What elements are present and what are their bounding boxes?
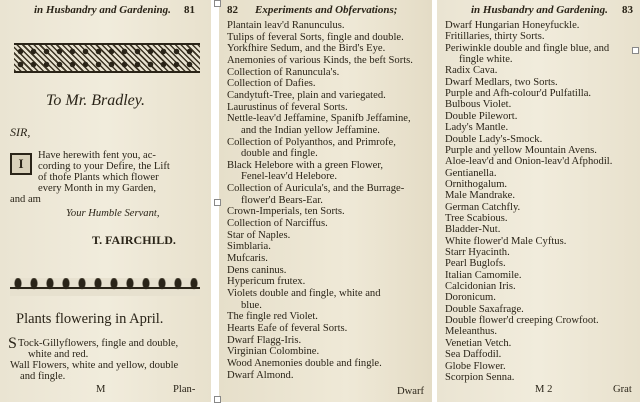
list-line: Collection of Auricula's, and the Burrage- — [227, 183, 405, 195]
signature-mark: M — [96, 384, 106, 395]
list-line: Tulips of feveral Sorts, fingle and double. — [227, 31, 404, 43]
list-line: and the Indian yellow Jeffamine. — [241, 124, 380, 136]
page-82 — [219, 0, 432, 402]
list-line: fingle white. — [459, 54, 513, 66]
list-line: Doronicum. — [445, 292, 496, 304]
list-line: Dwarf Medlars, two Sorts. — [445, 76, 558, 88]
list-line: Calcidonian Iris. — [445, 281, 516, 293]
list-line: Double Saxafrage. — [445, 303, 524, 315]
list-line: Nettle-leav'd Jeffamine, Spanifb Jeffamine, — [227, 113, 411, 125]
list-line: Anemonies of various Kinds, the beft Sorts. — [227, 54, 413, 66]
list-line: Bulbous Violet. — [445, 99, 512, 111]
tailpiece-ornament — [10, 278, 200, 296]
list-line: Gentianella. — [445, 167, 497, 179]
catchword: Dwarf — [397, 386, 425, 397]
list-item: and fingle. — [20, 371, 66, 382]
list-line: Meleanthus. — [445, 326, 498, 338]
list-line: Purple and yellow Mountain Avens. — [445, 144, 597, 156]
list-line: Double Lady's-Smock. — [445, 133, 543, 145]
initial-s: S — [8, 335, 17, 352]
catchword: Grat — [613, 384, 632, 395]
list-line: Scorpion Senna. — [445, 371, 515, 383]
body-line: and am — [10, 194, 41, 205]
list-line: Virginian Colombine. — [227, 346, 320, 358]
list-line: Aloe-leav'd and Onion-leav'd Afphodil. — [445, 156, 613, 168]
catchword: Plan- — [173, 384, 196, 395]
list-line: Starr Hyacinth. — [445, 247, 510, 258]
signature-mark: M 2 — [535, 384, 553, 395]
page-number: 82 — [227, 4, 238, 16]
list-line: Lady's Mantle. — [445, 122, 509, 134]
running-header: in Husbandry and Gardening. — [34, 4, 171, 16]
selection-handle[interactable] — [214, 199, 221, 206]
list-item: white and red. — [28, 349, 89, 360]
list-line: Tree Scabious. — [445, 212, 508, 224]
body-line: every Month in my Garden, — [38, 183, 156, 194]
list-line: Pearl Buglofs. — [445, 258, 506, 270]
list-line: Simblaria. — [227, 241, 271, 253]
selection-handle[interactable] — [632, 47, 639, 54]
list-line: blue. — [241, 299, 262, 311]
list-line: Violets double and fingle, white and — [227, 287, 381, 299]
list-line: Collection of Dafies. — [227, 78, 316, 90]
list-line: double and fingle. — [241, 148, 318, 160]
list-line: Hypericum frutex. — [227, 276, 306, 288]
list-line: White flower'd Male Cyftus. — [445, 235, 567, 247]
list-line: Male Mandrake. — [445, 190, 516, 202]
list-line: Globe Flower. — [445, 360, 506, 372]
body-line: Have herewith fent you, ac- — [38, 150, 156, 161]
running-header: Experiments and Obfervations; — [255, 4, 398, 16]
sir-greeting: SIR, — [10, 125, 31, 139]
list-line: Dwarf Hungarian Honeyfuckle. — [445, 20, 580, 31]
list-line: Crown-Imperials, ten Sorts. — [227, 206, 345, 218]
list-line: Collection of Narciffus. — [227, 218, 328, 230]
list-item: Wall Flowers, white and yellow, double — [10, 360, 179, 371]
list-line: Black Helebore with a green Flower, — [227, 159, 384, 171]
list-line: Candytuft-Tree, plain and variegated. — [227, 89, 386, 101]
page-81 — [0, 0, 211, 402]
drop-cap: I — [10, 153, 32, 175]
salutation: To Mr. Bradley. — [46, 92, 145, 109]
list-line: Wood Anemonies double and fingle. — [227, 357, 382, 369]
list-line: Collection of Polyanthos, and Primrofe, — [227, 136, 396, 148]
list-line: Hearts Eafe of feveral Sorts. — [227, 322, 348, 334]
list-line: Plantain leav'd Ranunculus. — [227, 20, 345, 31]
list-line: Purple and Afh-colour'd Pulfatilla. — [445, 88, 592, 100]
list-line: Dens caninus. — [227, 264, 287, 276]
section-title: Plants flowering in April. — [16, 311, 164, 327]
list-line: Mufcaris. — [227, 253, 268, 264]
closing: Your Humble Servant, — [66, 208, 160, 219]
selection-handle[interactable] — [214, 0, 221, 7]
list-line: Double flower'd creeping Crowfoot. — [445, 315, 599, 327]
list-line: Radix Cava. — [445, 65, 498, 77]
list-line: Collection of Ranuncula's. — [227, 66, 340, 78]
list-line: The fingle red Violet. — [227, 311, 318, 323]
list-line: Yorkfhire Sedum, and the Bird's Eye. — [227, 43, 386, 55]
list-line: Sea Daffodil. — [445, 349, 502, 361]
list-line: Ornithogalum. — [445, 178, 508, 190]
list-line: Dwarf Almond. — [227, 369, 294, 381]
list-line: Star of Naples. — [227, 229, 291, 241]
signature: T. FAIRCHILD. — [92, 233, 176, 247]
list-line: German Catchfly. — [445, 201, 521, 213]
list-line: Dwarf Flagg-Iris. — [227, 334, 302, 346]
running-header: in Husbandry and Gardening. — [471, 4, 608, 16]
list-line: flower'd Bears-Ear. — [241, 194, 323, 206]
page-83 — [437, 0, 640, 402]
page-number: 81 — [184, 4, 195, 16]
list-line: Bladder-Nut. — [445, 224, 501, 236]
list-line: Fenel-leav'd Helebore. — [241, 171, 338, 183]
page-number: 83 — [622, 4, 633, 16]
list-line: Fritillaries, thirty Sorts. — [445, 31, 545, 43]
body-line: of thofe Plants which flower — [38, 172, 159, 183]
list-line: Double Pilewort. — [445, 110, 518, 122]
list-line: Periwinkle double and fingle blue, and — [445, 42, 610, 54]
list-item: Tock-Gillyflowers, fingle and double, — [18, 338, 179, 349]
list-line: Laurustinus of feveral Sorts. — [227, 101, 348, 113]
list-line: Italian Camomile. — [445, 269, 522, 281]
headpiece-ornament — [14, 43, 200, 73]
body-line: cording to your Defire, the Lift — [38, 161, 170, 172]
list-line: Venetian Vetch. — [445, 337, 512, 349]
